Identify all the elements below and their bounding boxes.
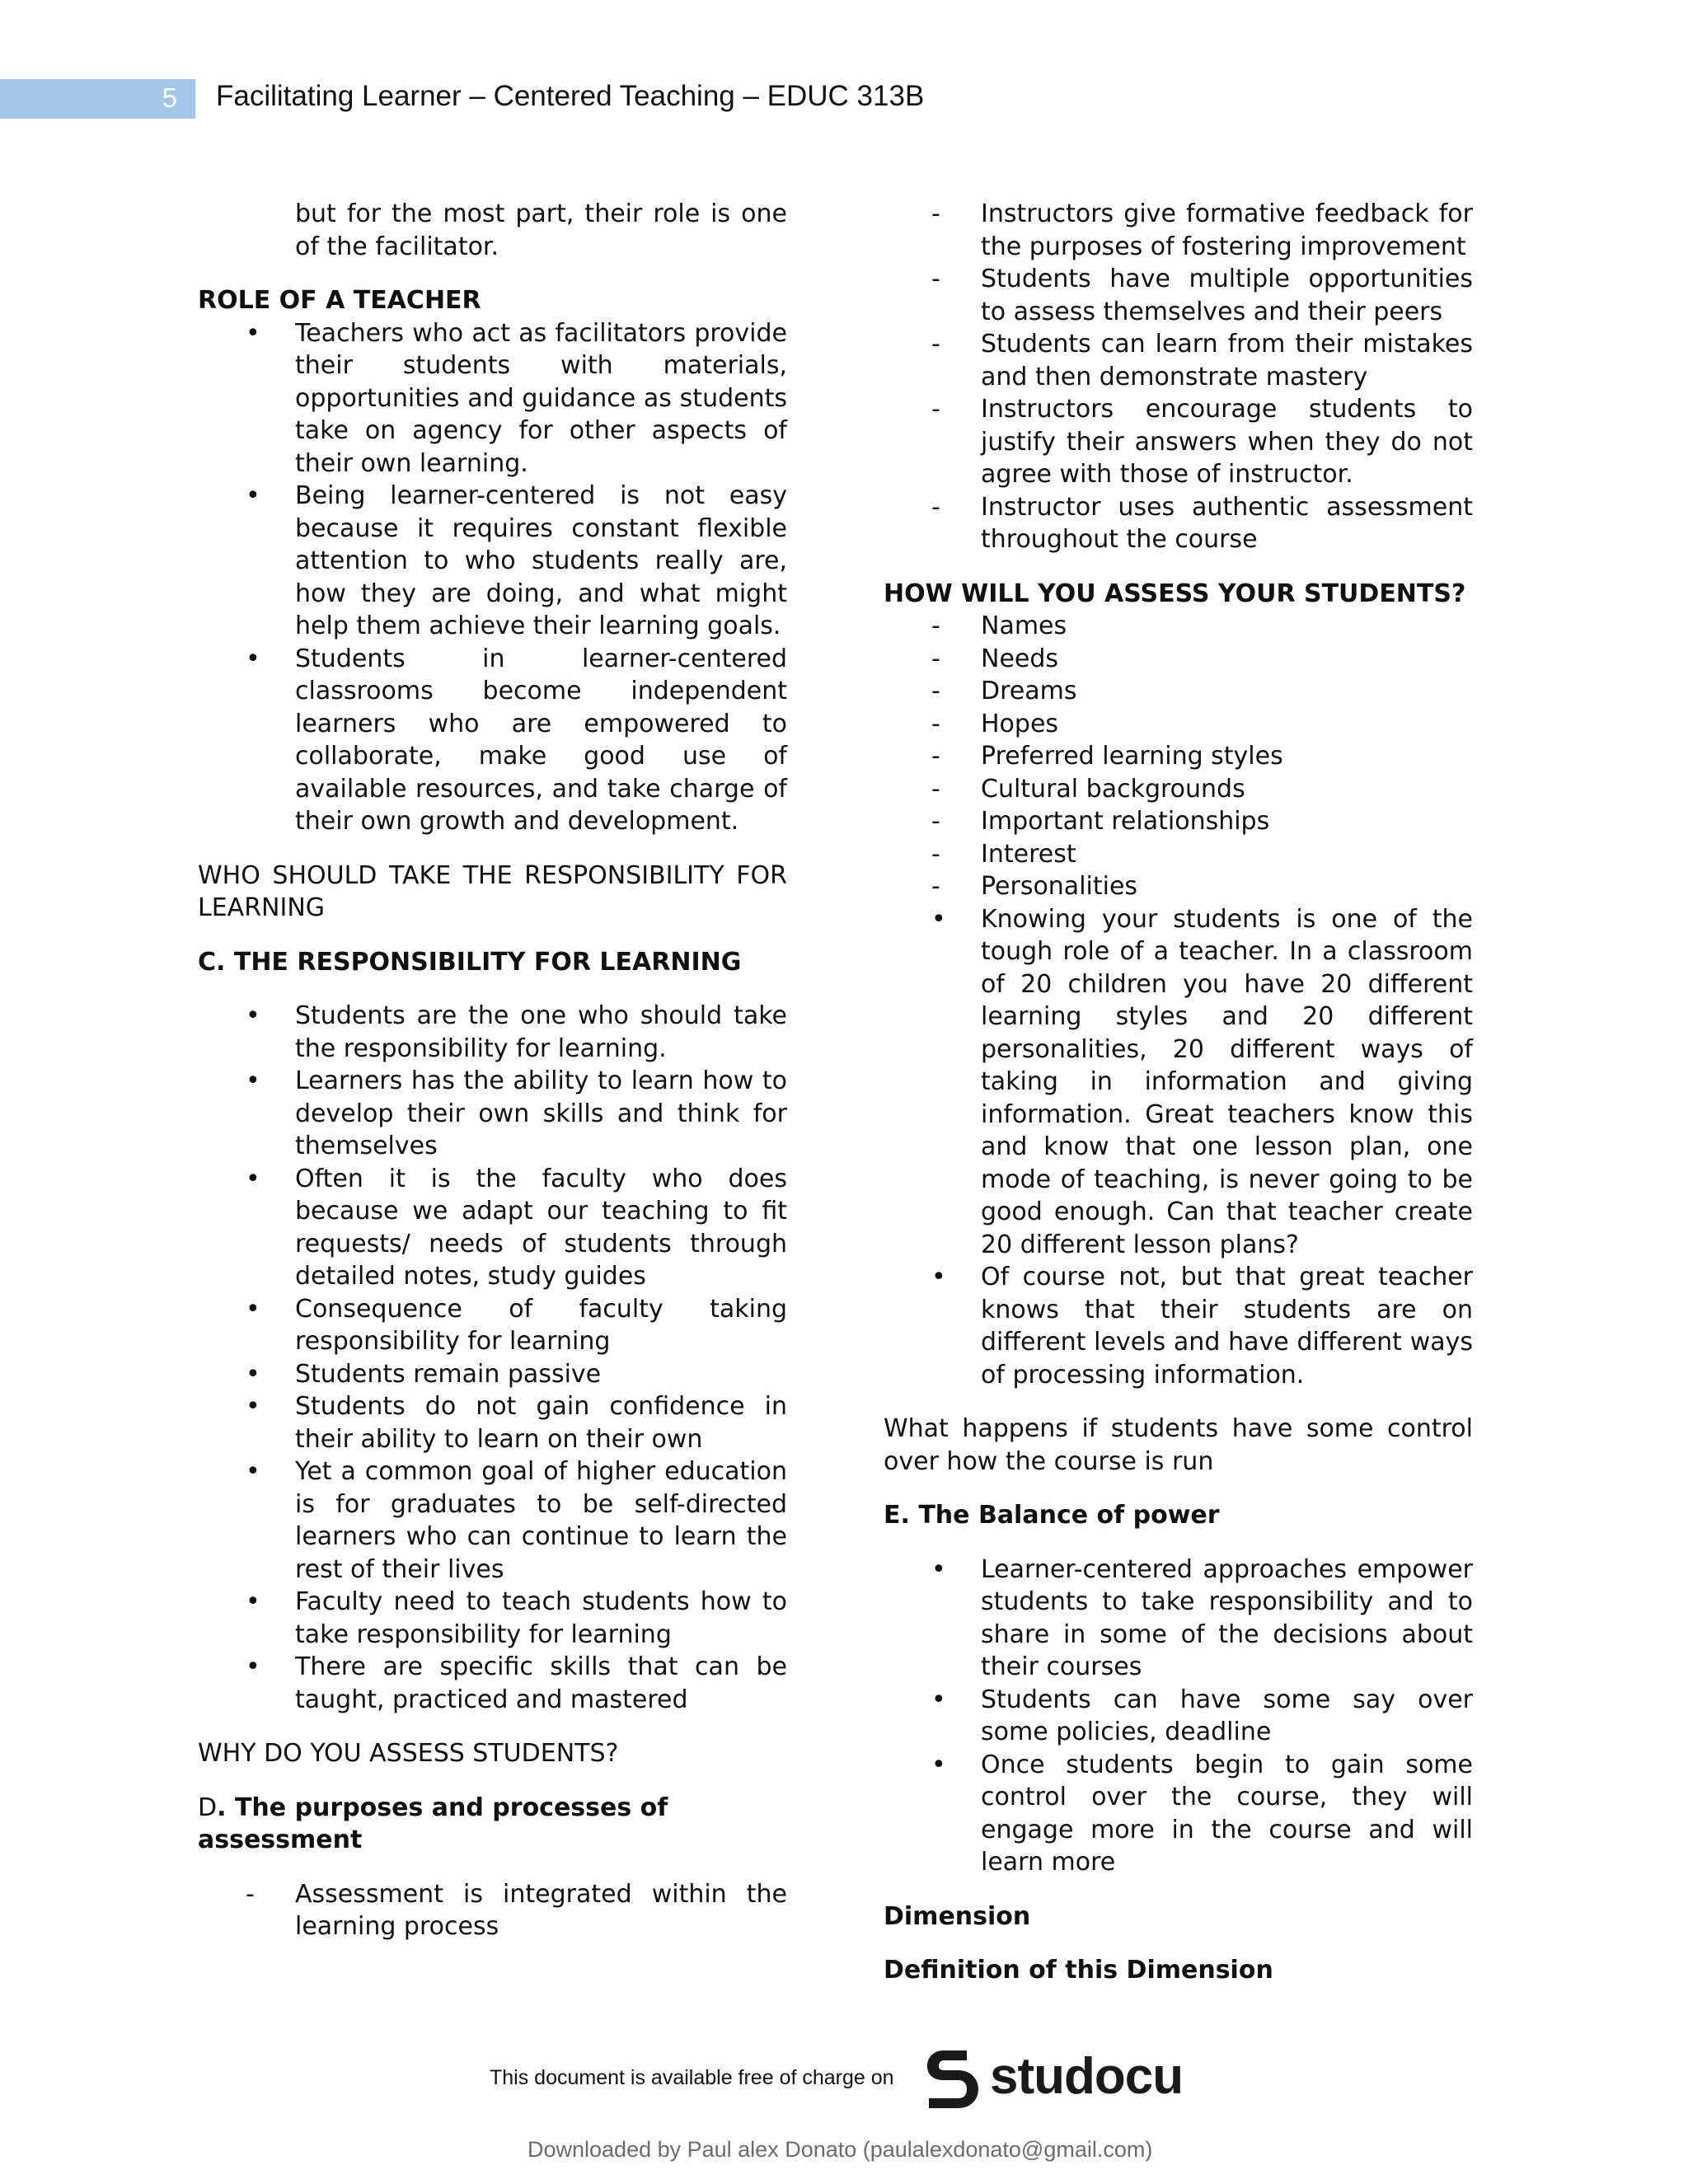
- list-item: - Students can learn from their mistakes and then demonstrate mastery: [931, 330, 1473, 391]
- bullet-icon: •: [931, 1750, 946, 1779]
- list-item: • Teachers who act as facilitators provide their students with materials, opportunities and guidance as students take on agency for other aspects of their own learning.: [246, 318, 787, 478]
- list-item: • Once students begin to gain some control over the course, they will engage more in the course and will learn more: [931, 1750, 1473, 1877]
- why-question: WHY DO YOU ASSESS STUDENTS?: [198, 1739, 619, 1768]
- bullet-icon: •: [931, 1685, 946, 1714]
- header-title: Facilitating Learner – Centered Teaching – EDUC 313B: [216, 80, 925, 112]
- list-item: • Students can have some say over some policies, deadline: [931, 1685, 1473, 1746]
- bullet-icon: •: [246, 1066, 260, 1095]
- dash-icon: -: [931, 709, 940, 738]
- role-heading: ROLE OF A TEACHER: [198, 286, 481, 315]
- bullet-icon: •: [246, 1001, 260, 1030]
- studocu-logo-icon: [919, 2044, 985, 2113]
- dash-icon: -: [931, 265, 940, 293]
- bullet-icon: •: [246, 644, 260, 673]
- list-item: - Students have multiple opportunities to assess themselves and their peers: [931, 265, 1473, 326]
- right-column: [884, 198, 1473, 1987]
- bullet-icon: •: [246, 1587, 260, 1616]
- responsibility-heading: C. THE RESPONSIBILITY FOR LEARNING: [198, 947, 742, 977]
- how-list: [884, 610, 1473, 1391]
- dimension-heading: Dimension: [884, 1901, 1031, 1931]
- list-item: • Students remain passive: [198, 1358, 787, 1391]
- footer-available-text: This document is available free of charge on: [490, 2066, 894, 2089]
- list-item: - Personalities: [884, 870, 1473, 903]
- list-item: - Instructors give formative feedback for the purposes of fostering improvement: [931, 199, 1473, 261]
- dash-icon: -: [931, 612, 940, 640]
- bullet-icon: •: [246, 1164, 260, 1193]
- list-item: - Preferred learning styles: [884, 740, 1473, 773]
- how-heading: HOW WILL YOU ASSESS YOUR STUDENTS?: [884, 579, 1466, 608]
- assessment-list: [884, 198, 1473, 556]
- list-item: • Students do not gain confidence in their ability to learn on their own: [246, 1392, 787, 1454]
- intro-text: but for the most part, their role is one of the facilitator.: [295, 199, 787, 261]
- control-question: What happens if students have some control over how the course is run: [884, 1414, 1473, 1476]
- list-item: • Being learner-centered is not easy because it requires constant flexible attention to who students really are, how they are doing, and what might help them achieve their learning goals.: [246, 481, 787, 640]
- list-item: • Faculty need to teach students how to take responsibility for learning: [246, 1587, 787, 1649]
- bullet-icon: •: [246, 481, 260, 510]
- studocu-logo-text: studocu: [990, 2048, 1184, 2105]
- balance-heading: E. The Balance of power: [884, 1501, 1220, 1530]
- list-item: - Hopes: [884, 708, 1473, 741]
- dash-icon: -: [931, 742, 940, 771]
- bullet-icon: •: [246, 1359, 260, 1389]
- left-column: [198, 198, 787, 1943]
- list-item: - Interest: [884, 838, 1473, 871]
- list-item: • Learners has the ability to learn how to develop their own skills and think for themselves: [246, 1066, 787, 1160]
- list-item: • Often it is the faculty who does because we adapt our teaching to fit requests/ needs of students through detailed notes, study guides: [246, 1164, 787, 1291]
- list-item: - Needs: [884, 643, 1473, 676]
- bullet-icon: •: [931, 904, 946, 934]
- bullet-icon: •: [931, 1263, 946, 1291]
- list-item: • There are specific skills that can be taught, practiced and mastered: [246, 1652, 787, 1714]
- dash-icon: -: [931, 839, 940, 869]
- bullet-icon: •: [246, 1294, 260, 1324]
- dash-icon: -: [246, 1879, 255, 1909]
- purposes-heading: D. The purposes and processes of assessment: [198, 1793, 668, 1854]
- list-item: - Instructor uses authentic assessment throughout the course: [931, 492, 1473, 554]
- balance-list: [884, 1554, 1473, 1879]
- list-item: - Instructors encourage students to justify their answers when they do not agree with those of instructor.: [931, 395, 1473, 489]
- page-number: 5: [162, 82, 177, 113]
- list-item: - Cultural backgrounds: [884, 773, 1473, 806]
- dash-icon: -: [931, 774, 940, 804]
- list-item: • Consequence of faculty taking responsibility for learning: [246, 1294, 787, 1356]
- bullet-icon: •: [246, 1392, 260, 1421]
- downloaded-by-text: Downloaded by Paul alex Donato (paulalexdonato@gmail.com): [528, 2137, 1153, 2162]
- bullet-icon: •: [246, 1652, 260, 1681]
- dash-icon: -: [931, 330, 940, 359]
- list-item: • Knowing your students is one of the tough role of a teacher. In a classroom of 20 children you have 20 different learning styles and 20 different personalities, 20 different ways of taking in information and giving information. Great teachers know this and know that one lesson plan, one mode of teaching, is never going to be good enough. Can that teacher create 20 different lesson plans?: [931, 904, 1473, 1259]
- dash-icon: -: [931, 872, 940, 901]
- list-item: • Of course not, but that great teacher knows that their students are on different levels and have different ways of processing information.: [931, 1263, 1473, 1390]
- role-list: [198, 317, 787, 838]
- dash-icon: -: [931, 677, 940, 705]
- dash-icon: -: [931, 492, 940, 522]
- studocu-logo[interactable]: [919, 2044, 1183, 2113]
- who-question: WHO SHOULD TAKE THE RESPONSIBILITY FOR LEARNING: [198, 860, 787, 922]
- list-item: • Yet a common goal of higher education is for graduates to be self-directed learners who can continue to learn the rest of their lives: [246, 1457, 787, 1584]
- dash-icon: -: [931, 644, 940, 673]
- definition-heading: Definition of this Dimension: [884, 1956, 1273, 1985]
- list-item: • Students in learner-centered classrooms become independent learners who are empowered to collaborate, make good use of available resources, and take charge of their own growth and development.: [246, 644, 787, 836]
- list-item: • Students are the one who should take the responsibility for learning.: [246, 1001, 787, 1063]
- dash-icon: -: [931, 199, 940, 228]
- list-item: - Names: [884, 610, 1473, 643]
- responsibility-list: [198, 1000, 787, 1716]
- dash-icon: -: [931, 807, 940, 836]
- bullet-icon: •: [246, 1457, 260, 1486]
- bullet-icon: •: [246, 318, 260, 348]
- list-item: - Important relationships: [884, 805, 1473, 838]
- bullet-icon: •: [931, 1554, 946, 1584]
- page-number-box: [0, 79, 195, 119]
- dash-icon: -: [931, 395, 940, 424]
- list-item: - Assessment is integrated within the learning process: [246, 1879, 787, 1941]
- list-item: • Learner-centered approaches empower students to take responsibility and to share in some of the decisions about their courses: [931, 1554, 1473, 1681]
- list-item: - Dreams: [884, 675, 1473, 708]
